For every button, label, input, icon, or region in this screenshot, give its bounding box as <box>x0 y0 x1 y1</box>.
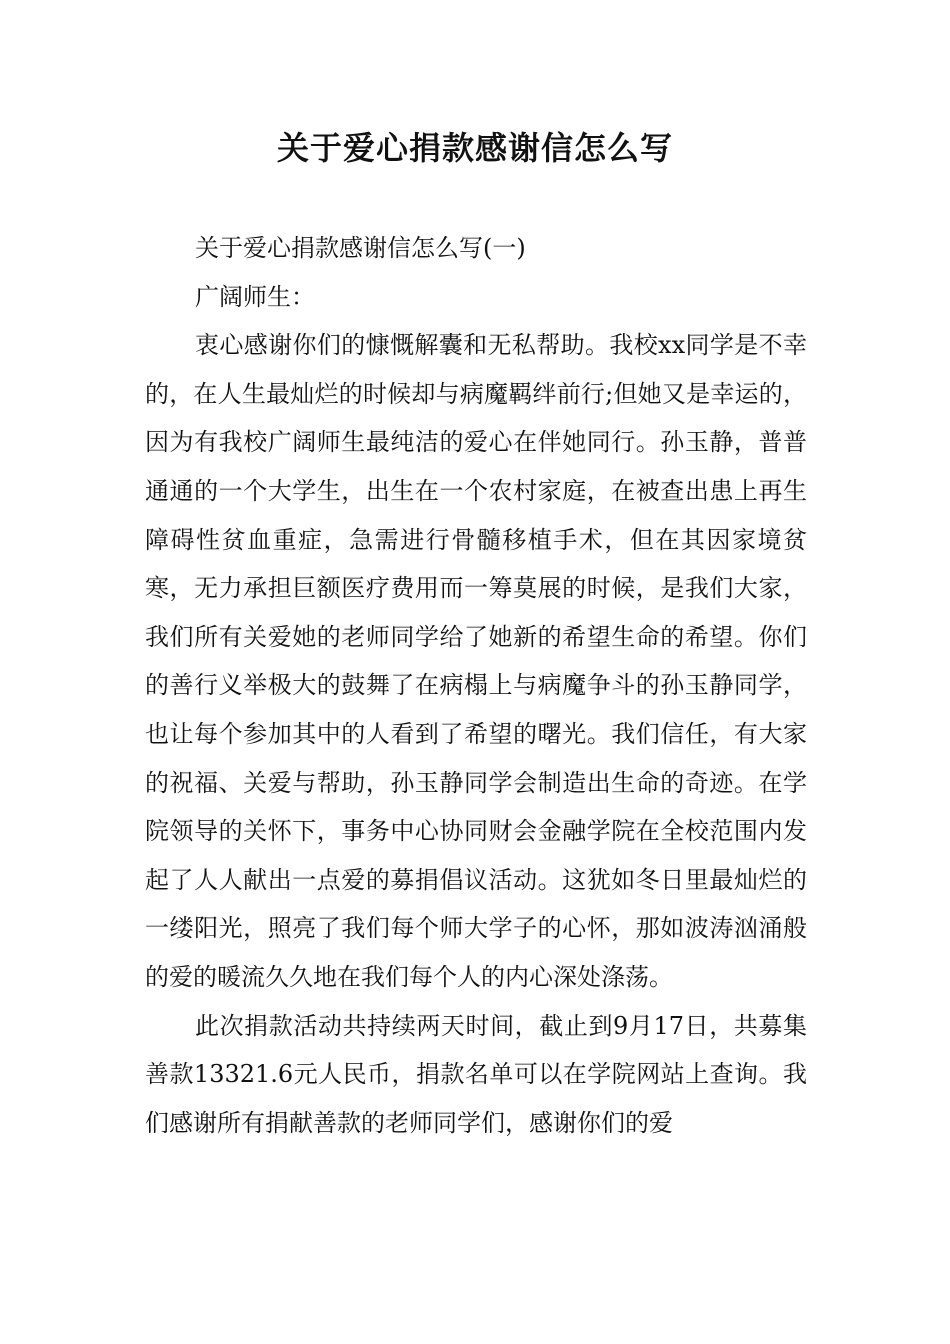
body-paragraph-1: 衷心感谢你们的慷慨解囊和无私帮助。我校xx同学是不幸的，在人生最灿烂的时候却与病魔羁绊前行;但她又是幸运的，因为有我校广阔师生最纯洁的爱心在伴她同行。孙玉静，普普通通的一个大学生，出生在一个农村家庭，在被查出患上再生障碍性贫血重症，急需进行骨髓移植手术，但在其因家境贫寒，无力承担巨额医疗费用而一筹莫展的时候，是我们大家，我们所有关爱她的老师同学给了她新的希望生命的希望。你们的善行义举极大的鼓舞了在病榻上与病魔争斗的孙玉静同学，也让每个参加其中的人看到了希望的曙光。我们信任，有大家的祝福、关爱与帮助，孙玉静同学会制造出生命的奇迹。在学院领导的关怀下，事务中心协同财会金融学院在全校范围内发起了人人献出一点爱的募捐倡议活动。这犹如冬日里最灿烂的一缕阳光，照亮了我们每个师大学子的心怀，那如波涛汹涌般的爱的暖流久久地在我们每个人的内心深处涤荡。 <box>145 331 807 991</box>
body-paragraph-2: 此次捐款活动共持续两天时间，截止到9月17日，共募集善款13321.6元人民币，捐款名单可以在学院网站上查询。我们感谢所有捐献善款的老师同学们，感谢你们的爱 <box>145 1011 807 1137</box>
document-body <box>145 224 807 1147</box>
subtitle-paragraph: 关于爱心捐款感谢信怎么写(一) <box>195 234 526 262</box>
salutation-paragraph: 广阔师生： <box>195 282 315 311</box>
document-title: 关于爱心捐款感谢信怎么写 <box>276 129 673 167</box>
